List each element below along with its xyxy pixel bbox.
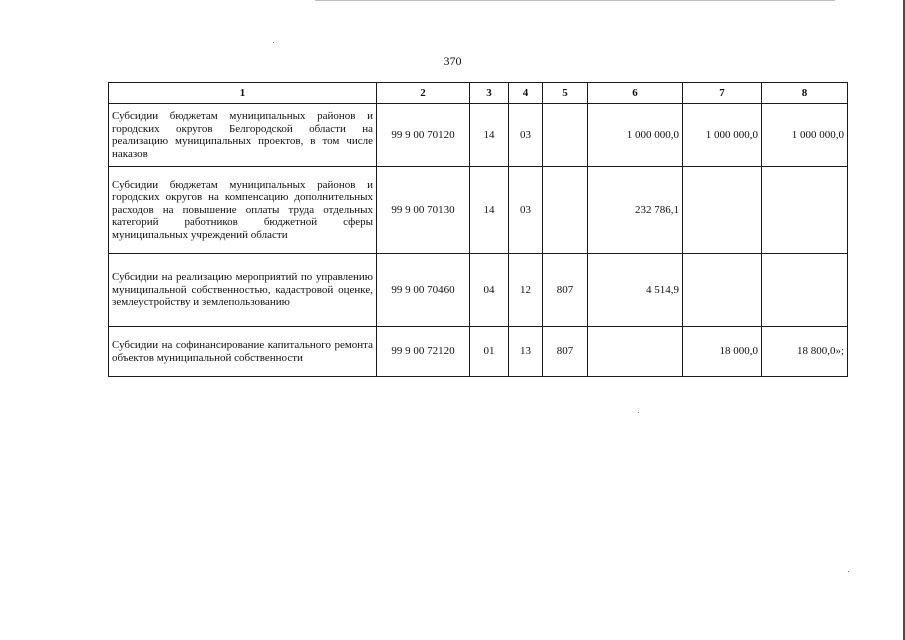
row-amount-7 [683,167,762,254]
row-vr [543,104,588,167]
table-header-row [109,83,848,104]
scan-speck [848,571,849,572]
row-code: 99 9 00 70130 [377,167,470,254]
column-header: 5 [543,83,588,104]
row-pr: 13 [509,327,543,377]
row-code: 99 9 00 72120 [377,327,470,377]
table-row [109,104,848,167]
column-header: 8 [762,83,848,104]
row-amount-8 [762,254,848,327]
scan-speck [638,412,639,413]
row-amount-7 [683,254,762,327]
row-pr: 12 [509,254,543,327]
column-header: 2 [377,83,470,104]
row-vr [543,167,588,254]
row-name: Субсидии бюджетам муниципальных районов и городских округов Белгородской области на реализацию муниципальных проектов, в том числе наказов [109,104,377,167]
row-amount-8: 18 800,0»; [762,327,848,377]
row-rz: 14 [470,104,509,167]
row-amount-7: 1 000 000,0 [683,104,762,167]
row-rz: 14 [470,167,509,254]
row-amount-6 [588,327,683,377]
row-amount-7: 18 000,0 [683,327,762,377]
column-header: 1 [109,83,377,104]
row-pr: 03 [509,167,543,254]
row-vr: 807 [543,254,588,327]
row-rz: 01 [470,327,509,377]
column-header: 7 [683,83,762,104]
column-header: 4 [509,83,543,104]
table-row [109,254,848,327]
row-amount-6: 232 786,1 [588,167,683,254]
row-code: 99 9 00 70120 [377,104,470,167]
row-name: Субсидии бюджетам муниципальных районов и городских округов на компенсацию дополнительных расходов на повышение оплаты труда отдельных категорий работников бюджетной сферы муниципальных учреждений области [109,167,377,254]
top-scan-rule [315,0,835,1]
row-name: Субсидии на реализацию мероприятий по управлению муниципальной собственностью, кадастровой оценке, землеустройству и землепользованию [109,254,377,327]
row-amount-8 [762,167,848,254]
row-amount-8: 1 000 000,0 [762,104,848,167]
budget-table [108,82,848,377]
row-vr: 807 [543,327,588,377]
row-name: Субсидии на софинансирование капитального ремонта объектов муниципальной собственности [109,327,377,377]
row-amount-6: 1 000 000,0 [588,104,683,167]
scan-speck [273,42,274,43]
table-row [109,167,848,254]
row-rz: 04 [470,254,509,327]
column-header: 3 [470,83,509,104]
column-header: 6 [588,83,683,104]
row-code: 99 9 00 70460 [377,254,470,327]
page-number: 370 [443,54,462,68]
row-amount-6: 4 514,9 [588,254,683,327]
table-row [109,327,848,377]
row-pr: 03 [509,104,543,167]
